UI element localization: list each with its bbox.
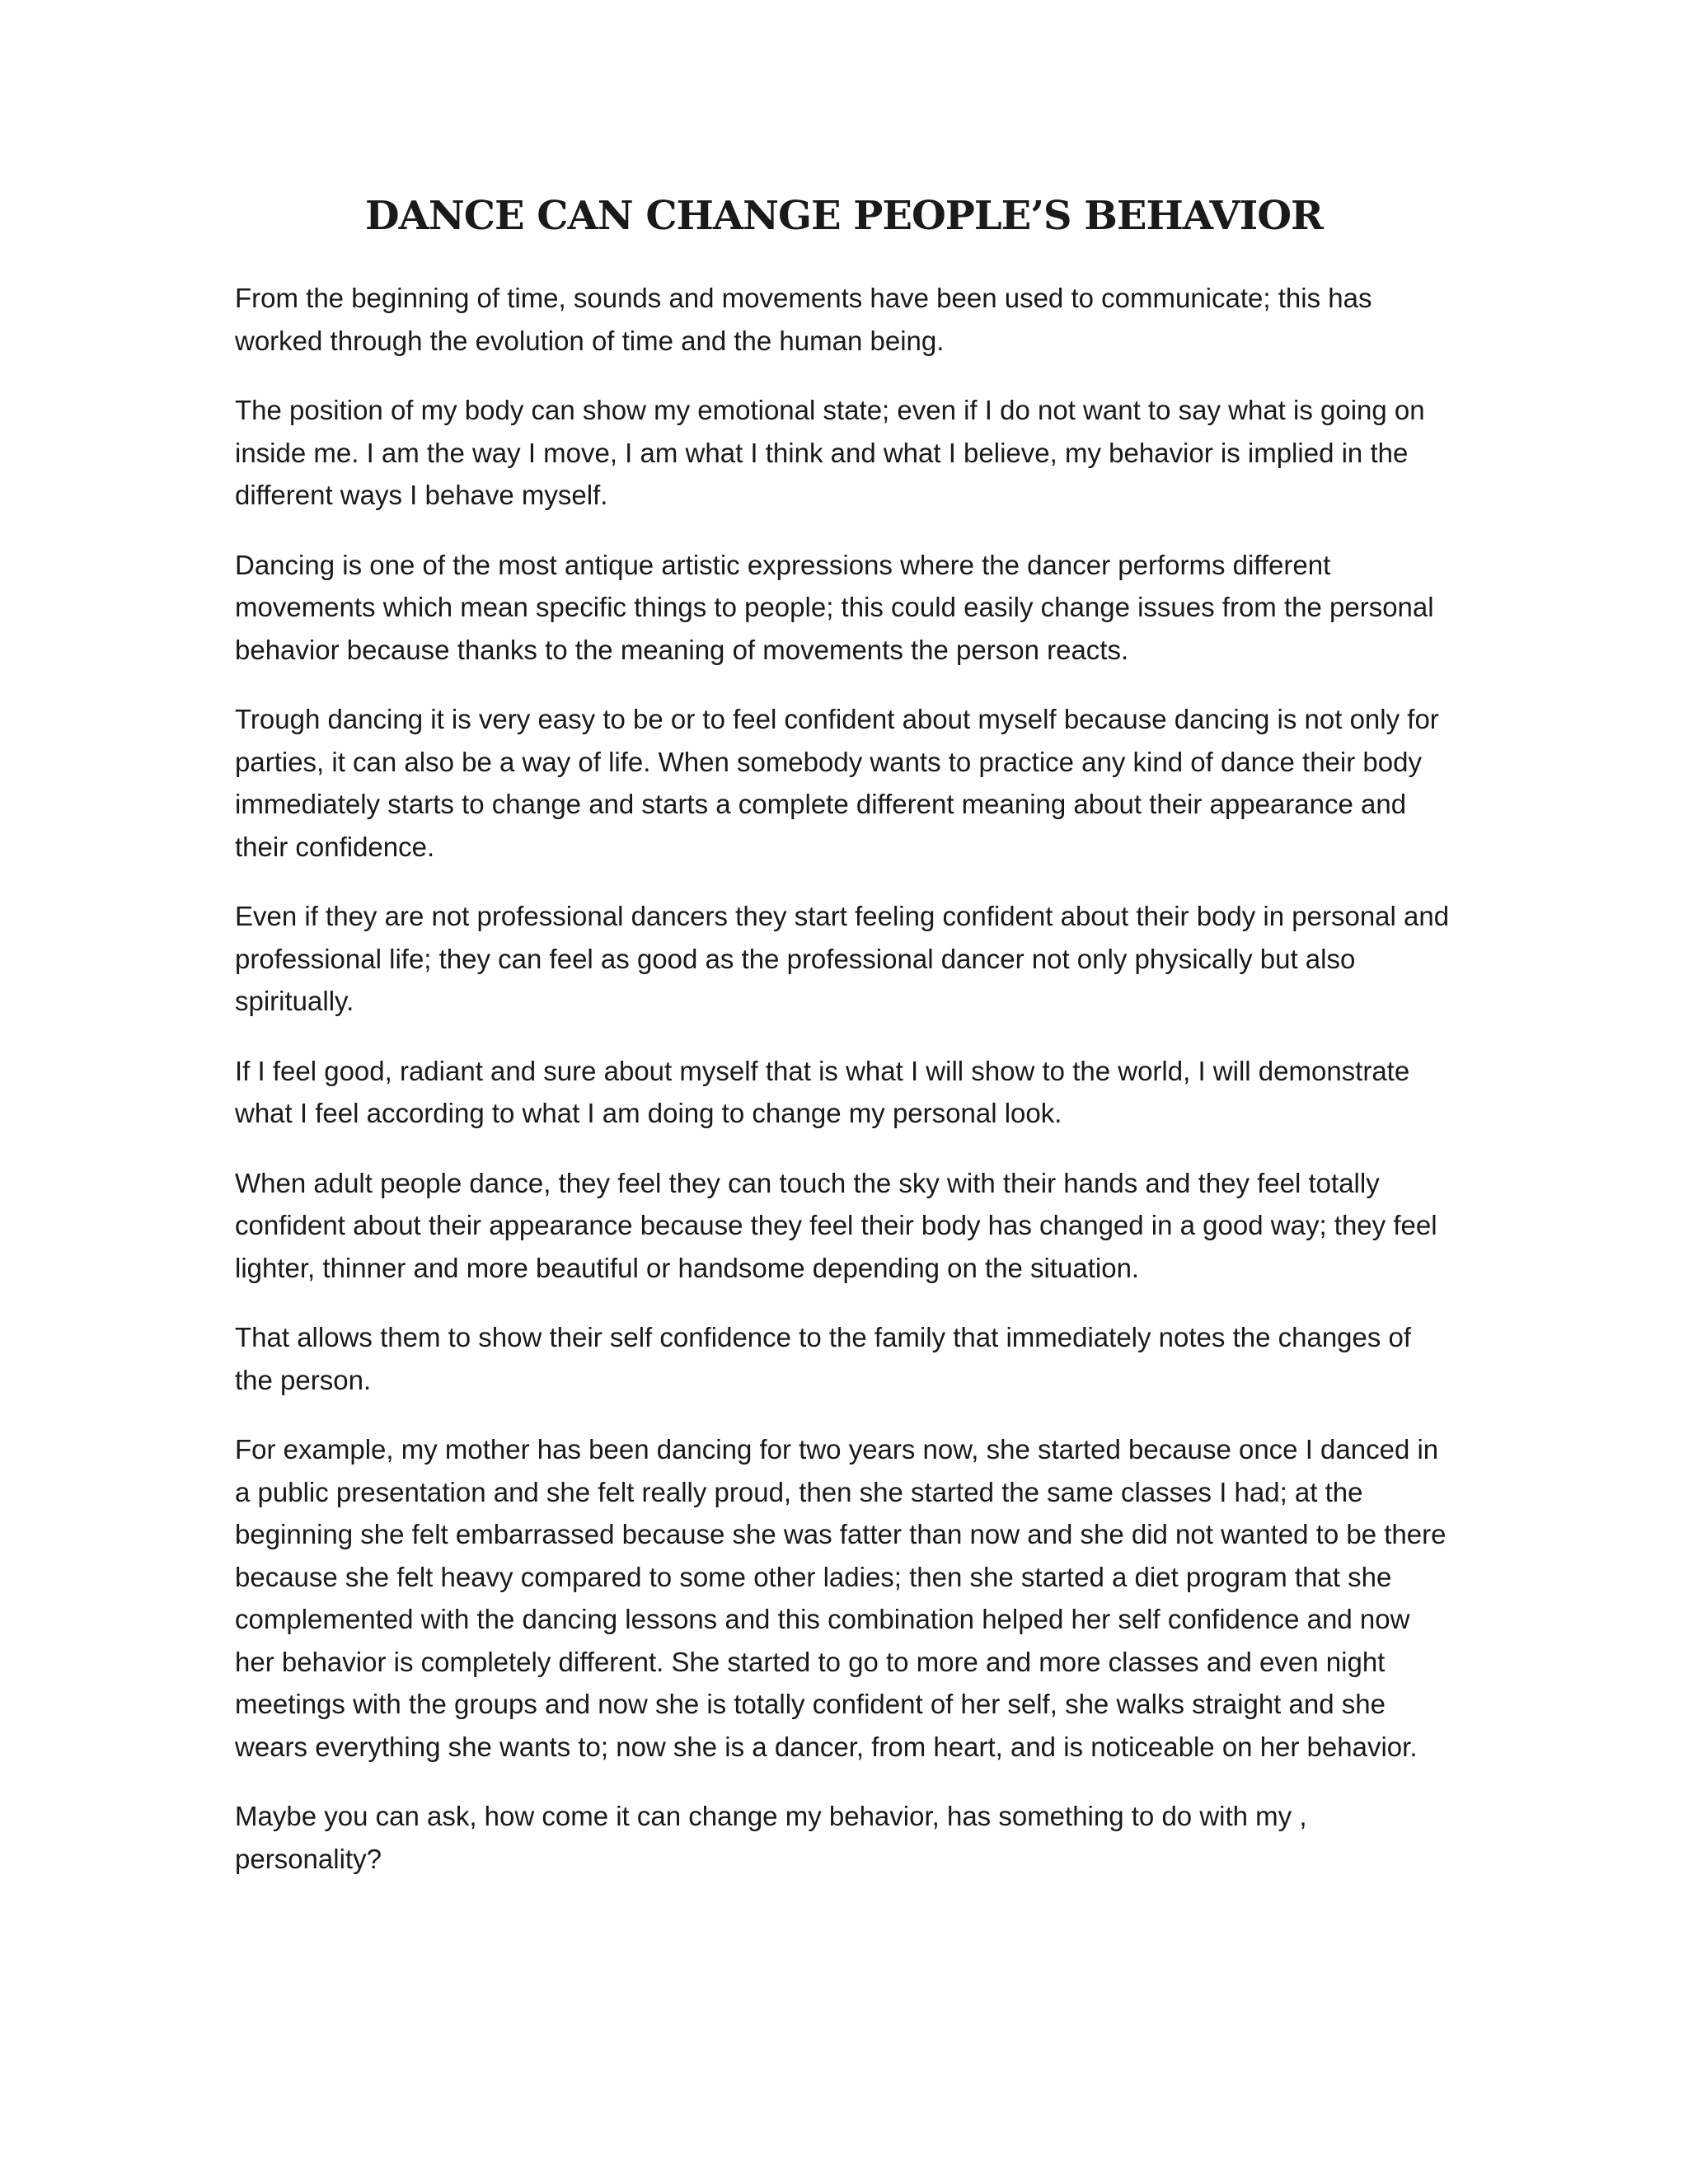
document-body — [235, 277, 1455, 1907]
paragraph-2: The position of my body can show my emotional state; even if I do not want to say what is going on inside me. I am the way I move, I am what I think and what I believe, my behavior is implied in the different ways I behave myself. — [235, 395, 1425, 510]
paragraph-3: Dancing is one of the most antique artistic expressions where the dancer performs different movements which mean specific things to people; this could easily change issues from the personal behavior because thanks to the meaning of movements the person reacts. — [235, 549, 1434, 665]
paragraph-5: Even if they are not professional dancers they start feeling confident about their body in personal and professional life; they can feel as good as the professional dancer not only physically but also spiritually. — [235, 901, 1450, 1016]
paragraph-7: When adult people dance, they feel they can touch the sky with their hands and they feel totally confident about their appearance because they feel their body has changed in a good way; they feel lighter, thinner and more beautiful or handsome depending on the situation. — [235, 1167, 1437, 1283]
paragraph-8: That allows them to show their self confidence to the family that immediately notes the changes of the person. — [235, 1322, 1412, 1395]
paragraph-1: From the beginning of time, sounds and movements have been used to communicate; this has worked through the evolution of time and the human being. — [235, 283, 1372, 356]
paragraph-6: If I feel good, radiant and sure about myself that is what I will show to the world, I will demonstrate what I feel according to what I am doing to change my personal look. — [235, 1055, 1410, 1128]
paragraph-9: For example, my mother has been dancing for two years now, she started because once I danced in a public presentation and she felt really proud, then she started the same classes I had; at the beginning she felt embarrassed because she was fatter than now and she did not wanted to be there because she felt heavy compared to some other ladies; then she started a diet program that she complemented with the dancing lessons and this combination helped her self confidence and now her behavior is completely different. She started to go to more and more classes and even night meetings with the groups and now she is totally confident of her self, she walks straight and she wears everything she wants to; now she is a dancer, from heart, and is noticeable on her behavior. — [235, 1434, 1447, 1762]
document-title: DANCE CAN CHANGE PEOPLE’S BEHAVIOR — [365, 193, 1323, 239]
paragraph-4: Trough dancing it is very easy to be or to feel confident about myself because dancing is not only for parties, it can also be a way of life. When somebody wants to practice any kind of dance their body immediately starts to change and starts a complete different meaning about their appearance and their confidence. — [235, 704, 1439, 862]
paragraph-10: Maybe you can ask, how come it can change my behavior, has something to do with my , personality? — [235, 1801, 1307, 1874]
